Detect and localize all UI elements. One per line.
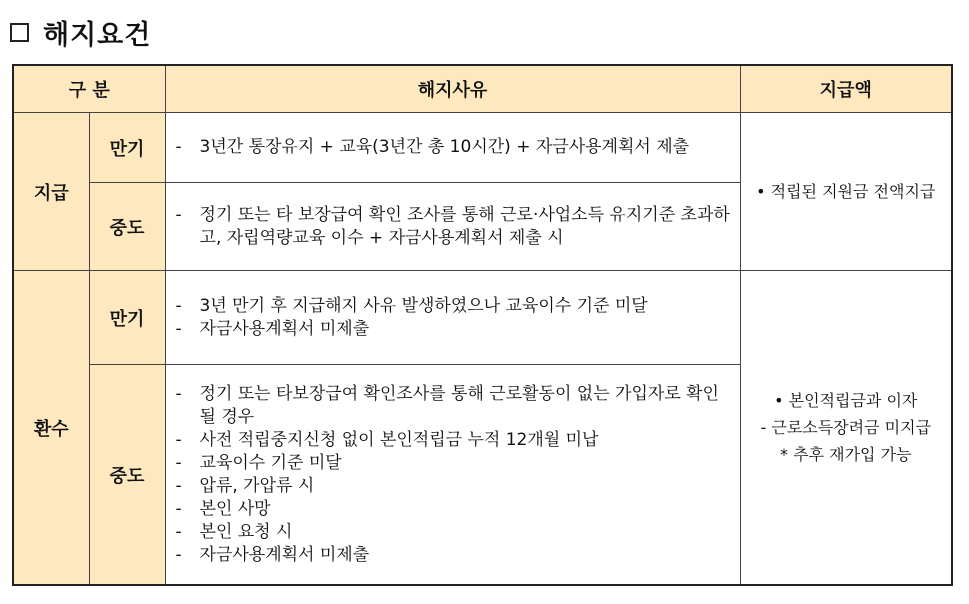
header-category: 구 분 [13, 65, 165, 113]
category-payment: 지급 [13, 113, 89, 271]
subtype-maturity: 만기 [89, 271, 165, 365]
section-heading [10, 14, 151, 50]
list-item: - 3년간 통장유지 + 교육(3년간 총 10시간) + 자금사용계획서 제출 [175, 137, 690, 157]
reason-cell [165, 113, 740, 183]
list-item: - 본인 요청 시 [175, 521, 293, 542]
list-item: - 교육이수 기준 미달 [175, 452, 342, 473]
reason-cell [165, 365, 740, 586]
table-row [13, 113, 952, 183]
table-header-row [13, 65, 952, 113]
amount-cell-payment [740, 113, 952, 271]
amount-cell-recovery [740, 271, 952, 586]
list-item: - 정기 또는 타 보장급여 확인 조사를 통해 근로·사업소득 유지기준 초과하고, 자립역량교육 이수 + 자금사용계획서 제출 시 [175, 204, 730, 248]
list-item: - 자금사용계획서 미제출 [175, 544, 370, 565]
list-item: - 정기 또는 타보장급여 확인조사를 통해 근로활동이 없는 가입자로 확인될 경우 [175, 383, 719, 427]
header-reason: 해지사유 [165, 65, 740, 113]
reason-cell [165, 183, 740, 271]
reason-cell [165, 271, 740, 365]
checkbox-square-icon [10, 23, 29, 42]
section-title: 해지요건 [43, 19, 152, 51]
amount-line: - 근로소득장려금 미지급 [760, 418, 932, 437]
subtype-maturity: 만기 [89, 113, 165, 183]
list-item: - 자금사용계획서 미제출 [175, 318, 370, 339]
header-amount: 지급액 [740, 65, 952, 113]
termination-conditions-table [12, 64, 953, 586]
list-item: - 3년 만기 후 지급해지 사유 발생하였으나 교육이수 기준 미달 [175, 295, 648, 316]
amount-line: * 추후 재가입 가능 [780, 445, 912, 464]
amount-line: • 본인적립금과 이자 [774, 391, 918, 410]
amount-line: • 적립된 지원금 전액지급 [756, 182, 936, 201]
category-recovery: 환수 [13, 271, 89, 586]
list-item: - 사전 적립중지신청 없이 본인적립금 누적 12개월 미납 [175, 429, 599, 450]
list-item: - 압류, 가압류 시 [175, 475, 315, 496]
subtype-midway: 중도 [89, 365, 165, 586]
list-item: - 본인 사망 [175, 498, 271, 519]
subtype-midway: 중도 [89, 183, 165, 271]
table-row [13, 271, 952, 365]
